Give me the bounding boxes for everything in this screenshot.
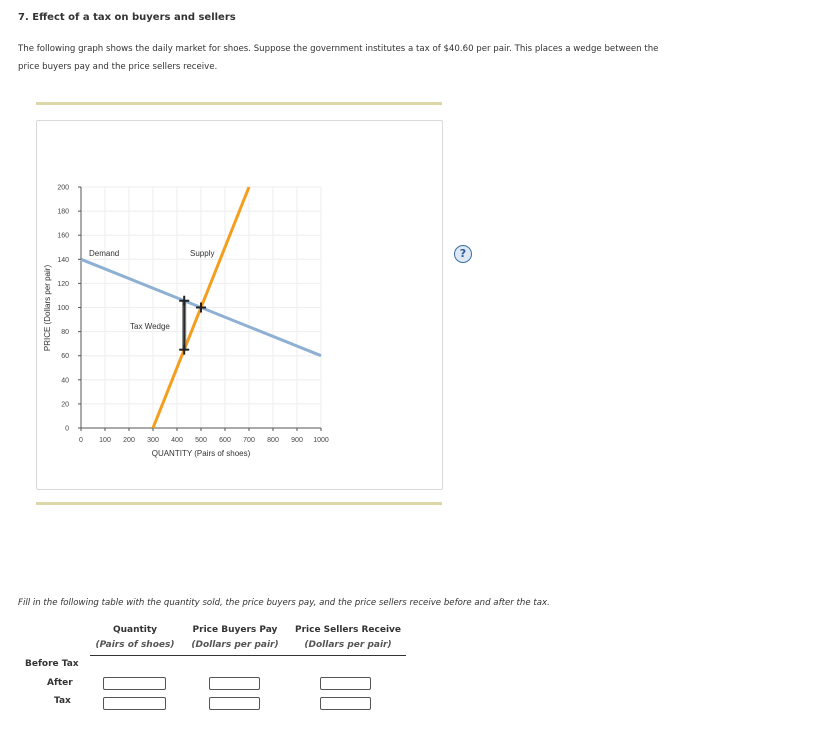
intro-line-2: price buyers pay and the price sellers receive. [18, 62, 218, 72]
row-label-after-tax-line2: Tax [54, 696, 71, 706]
x-tick-label: 700 [243, 437, 255, 444]
x-tick-label: 600 [219, 437, 231, 444]
y-tick-label: 180 [57, 208, 69, 216]
row-label-before-tax: Before Tax [25, 659, 79, 669]
y-tick-label: 100 [57, 305, 69, 312]
after-tax-sellers-price-input[interactable] [320, 697, 371, 710]
before-tax-quantity-input[interactable] [103, 677, 166, 690]
divider-bottom [36, 502, 442, 505]
y-tick-label: 20 [61, 401, 69, 409]
y-tick-label: 140 [57, 256, 69, 264]
before-tax-buyers-price-input[interactable] [209, 677, 260, 690]
x-tick-label: 800 [267, 437, 279, 444]
col-header-buyers: Price Buyers Pay [192, 625, 278, 635]
y-tick-label: 80 [61, 329, 69, 337]
y-tick-label: 200 [57, 184, 69, 192]
row-label-after-tax-line1: After [47, 678, 73, 688]
col-subheader-quantity: (Pairs of shoes) [95, 640, 175, 650]
x-tick-label: 400 [171, 437, 183, 444]
col-header-quantity: Quantity [112, 625, 158, 635]
chart-ticks [57, 185, 329, 445]
y-tick-label: 120 [57, 280, 69, 288]
before-tax-sellers-price-input[interactable] [320, 677, 371, 690]
y-tick-label: 160 [57, 232, 69, 240]
x-axis-label: QUANTITY (Pairs of shoes) [151, 449, 251, 458]
table-header-rule [90, 655, 406, 656]
col-subheader-sellers: (Dollars per pair) [304, 640, 392, 650]
x-tick-label: 1000 [313, 437, 329, 444]
x-tick-label: 100 [99, 437, 111, 444]
y-tick-label: 0 [65, 425, 69, 433]
y-axis-label: PRICE (Dollars per pair) [43, 264, 52, 352]
col-subheader-buyers: (Dollars per pair) [191, 640, 279, 650]
intro-line-1: The following graph shows the daily market for shoes. Suppose the government institutes a tax of $40.60 per pair. This places a wedge between the [18, 44, 659, 54]
supply-label: Supply [190, 249, 215, 258]
table-instructions: Fill in the following table with the quantity sold, the price buyers pay, and the price sellers receive before and after the tax. [18, 598, 550, 608]
x-tick-label: 200 [123, 437, 135, 444]
x-tick-label: 900 [291, 437, 303, 444]
after-tax-quantity-input[interactable] [103, 697, 166, 710]
after-tax-buyers-price-input[interactable] [209, 697, 260, 710]
tax-wedge-label: Tax Wedge [130, 322, 170, 331]
demand-label: Demand [89, 249, 120, 258]
y-tick-label: 40 [61, 377, 69, 385]
help-icon[interactable]: ? [454, 245, 472, 263]
x-tick-label: 500 [195, 437, 207, 444]
question-title: 7. Effect of a tax on buyers and sellers [18, 12, 236, 23]
col-header-sellers: Price Sellers Receive [294, 625, 401, 635]
y-tick-label: 60 [61, 353, 69, 361]
x-tick-label: 300 [147, 437, 159, 444]
x-tick-label: 0 [79, 437, 83, 444]
